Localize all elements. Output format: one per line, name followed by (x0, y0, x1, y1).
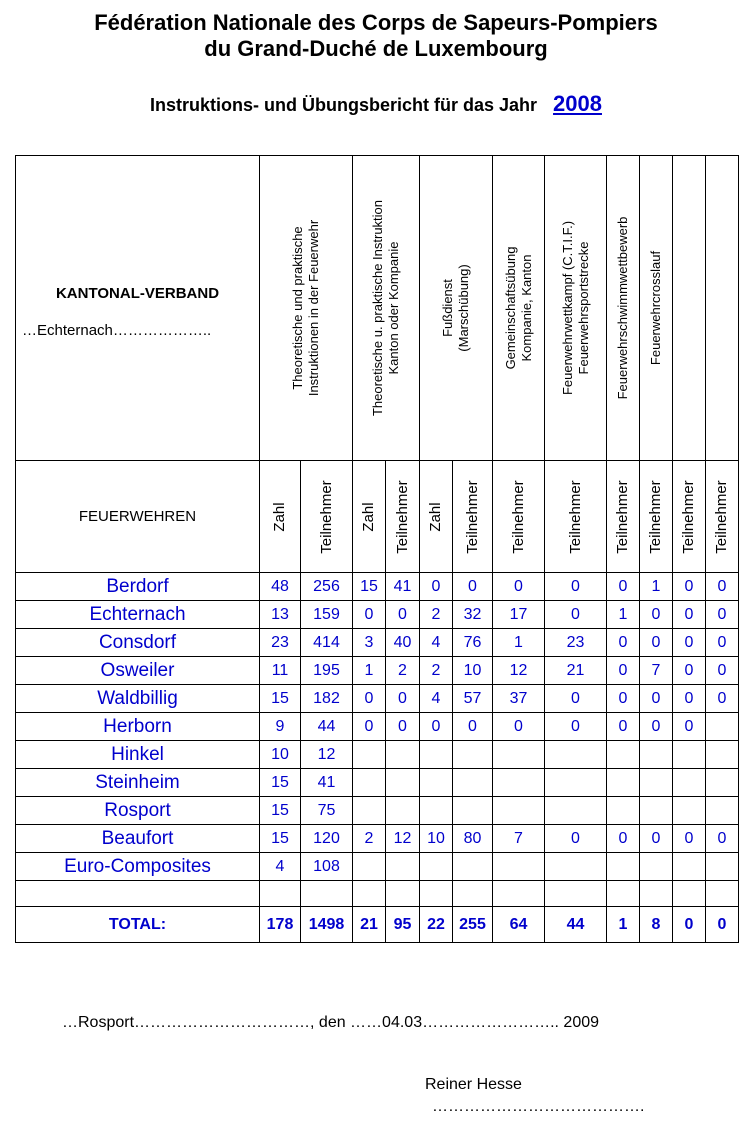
table-row (16, 769, 739, 797)
table-cell: 0 (607, 685, 640, 713)
group-header-line: (Marschübung) (456, 264, 471, 352)
total-cell: 0 (706, 907, 739, 943)
group-header-wettkampf (545, 156, 607, 461)
feuerwehr-name: Euro-Composites (16, 853, 260, 881)
table-cell (545, 881, 607, 907)
table-cell: 0 (420, 713, 453, 741)
table-cell: 0 (545, 825, 607, 853)
table-cell: 9 (260, 713, 301, 741)
table-cell (607, 797, 640, 825)
table-cell (706, 797, 739, 825)
table-cell: 12 (386, 825, 420, 853)
feuerwehr-name: Hinkel (16, 741, 260, 769)
group-header-line: Instruktionen in der Feuerwehr (306, 219, 321, 397)
table-cell (607, 881, 640, 907)
table-cell: 0 (640, 685, 673, 713)
group-header-line: Kanton oder Kompanie (386, 241, 401, 375)
subheader-cell (673, 461, 706, 573)
signature-name: Reiner Hesse (425, 1076, 522, 1093)
table-cell: 32 (453, 601, 493, 629)
total-cell: 44 (545, 907, 607, 943)
table-cell: 4 (420, 685, 453, 713)
table-cell (353, 769, 386, 797)
table-cell: 75 (301, 797, 353, 825)
table-cell (673, 769, 706, 797)
table-cell (545, 853, 607, 881)
table-cell: 0 (493, 573, 545, 601)
subheader-cell (493, 461, 545, 573)
table-cell: 15 (260, 797, 301, 825)
report-subtitle (0, 92, 752, 117)
table-cell (640, 881, 673, 907)
report-table (15, 155, 739, 943)
table-cell: 15 (353, 573, 386, 601)
table-cell: 4 (260, 853, 301, 881)
subheader-cell (453, 461, 493, 573)
table-row (16, 881, 739, 907)
report-subtitle-text: Instruktions- und Übungsbericht für das Jahr (150, 95, 538, 115)
table-row (16, 825, 739, 853)
table-cell (673, 797, 706, 825)
total-row (16, 907, 739, 943)
table-cell (386, 853, 420, 881)
table-row (16, 657, 739, 685)
group-header-line: Gemeinschaftsübung (502, 246, 518, 370)
table-cell: 0 (386, 685, 420, 713)
table-cell (545, 797, 607, 825)
table-row (16, 629, 739, 657)
table-cell: 0 (607, 629, 640, 657)
table-cell (420, 769, 453, 797)
table-cell: 37 (493, 685, 545, 713)
group-header-line: Feuerwehrcrosslauf (648, 250, 663, 366)
group-header-row (16, 156, 739, 461)
total-cell: 255 (453, 907, 493, 943)
table-cell (493, 741, 545, 769)
table-cell (386, 797, 420, 825)
table-cell (493, 853, 545, 881)
table-cell: 10 (260, 741, 301, 769)
table-cell (493, 769, 545, 797)
table-cell: 44 (301, 713, 353, 741)
total-cell: 1498 (301, 907, 353, 943)
federation-title-line-2: du Grand-Duché de Luxembourg (204, 36, 548, 61)
table-cell (386, 881, 420, 907)
table-cell: 0 (706, 629, 739, 657)
table-cell (353, 797, 386, 825)
table-cell (420, 881, 453, 907)
table-cell (453, 881, 493, 907)
table-cell: 0 (453, 573, 493, 601)
table-cell: 0 (607, 657, 640, 685)
feuerwehr-name: Osweiler (16, 657, 260, 685)
place-date-line: …Rosport……………………………, den ……04.03…………………….. 2009 (62, 1014, 600, 1031)
table-cell: 23 (545, 629, 607, 657)
table-row (16, 685, 739, 713)
table-cell: 1 (640, 573, 673, 601)
subheader-cell (386, 461, 420, 573)
subheader-label: Zahl (360, 501, 377, 532)
table-cell: 0 (493, 713, 545, 741)
table-cell: 7 (640, 657, 673, 685)
table-cell: 0 (673, 685, 706, 713)
table-cell: 0 (353, 685, 386, 713)
table-cell: 7 (493, 825, 545, 853)
kantonal-verband-place: …Echternach……………….. (22, 322, 212, 339)
feuerwehr-name (16, 881, 260, 907)
report-year: 2008 (553, 91, 602, 116)
table-cell: 15 (260, 769, 301, 797)
table-cell: 0 (673, 601, 706, 629)
table-cell (260, 881, 301, 907)
table-cell: 0 (706, 601, 739, 629)
signature-line: …………………………………. (432, 1098, 645, 1115)
subheader-cell (420, 461, 453, 573)
table-cell: 108 (301, 853, 353, 881)
table-cell: 2 (420, 657, 453, 685)
table-cell: 0 (353, 713, 386, 741)
kantonal-verband-cell (16, 156, 260, 461)
feuerwehr-name: Waldbillig (16, 685, 260, 713)
table-cell (640, 853, 673, 881)
group-header-empty (706, 156, 739, 461)
table-cell: 0 (640, 825, 673, 853)
table-cell: 57 (453, 685, 493, 713)
table-cell: 0 (706, 825, 739, 853)
table-cell: 0 (453, 713, 493, 741)
table-cell: 159 (301, 601, 353, 629)
table-cell: 0 (706, 573, 739, 601)
total-label: TOTAL: (16, 907, 260, 943)
subheader-cell (260, 461, 301, 573)
table-cell (493, 881, 545, 907)
group-header-empty (673, 156, 706, 461)
table-cell (453, 853, 493, 881)
table-row (16, 741, 739, 769)
table-cell (420, 853, 453, 881)
total-cell: 0 (673, 907, 706, 943)
table-cell (420, 741, 453, 769)
group-header-schwimmwettbewerb (607, 156, 640, 461)
subheader-cell (301, 461, 353, 573)
group-header-line: Feuerwehrschwimmwettbewerb (615, 216, 630, 400)
table-cell (353, 881, 386, 907)
table-cell (706, 713, 739, 741)
group-header-line: Theoretische u. praktische Instruktion (370, 199, 385, 417)
table-cell (640, 741, 673, 769)
table-cell: 4 (420, 629, 453, 657)
subheader-label: Teilnehmer (317, 479, 335, 554)
table-cell: 0 (545, 685, 607, 713)
table-cell: 0 (386, 601, 420, 629)
total-cell: 8 (640, 907, 673, 943)
table-cell: 23 (260, 629, 301, 657)
total-cell: 95 (386, 907, 420, 943)
table-cell: 0 (420, 573, 453, 601)
table-cell: 182 (301, 685, 353, 713)
group-header-line: Theoretische und praktische (290, 226, 305, 390)
table-cell: 0 (640, 713, 673, 741)
table-cell (386, 741, 420, 769)
table-cell: 0 (607, 573, 640, 601)
feuerwehr-name: Steinheim (16, 769, 260, 797)
feuerwehr-name: Herborn (16, 713, 260, 741)
feuerwehren-label: FEUERWEHREN (16, 461, 260, 573)
feuerwehr-name: Berdorf (16, 573, 260, 601)
table-cell (453, 797, 493, 825)
table-cell: 0 (386, 713, 420, 741)
kantonal-verband-title: KANTONAL-VERBAND (55, 285, 220, 302)
table-cell: 0 (640, 629, 673, 657)
group-header-line: Kompanie, Kanton (518, 254, 534, 362)
table-cell (706, 853, 739, 881)
table-cell: 76 (453, 629, 493, 657)
table-cell: 41 (386, 573, 420, 601)
table-cell: 10 (420, 825, 453, 853)
table-cell: 12 (493, 657, 545, 685)
subheader-cell (607, 461, 640, 573)
table-cell: 13 (260, 601, 301, 629)
table-cell: 1 (493, 629, 545, 657)
table-cell: 2 (353, 825, 386, 853)
table-cell (386, 769, 420, 797)
table-cell (420, 797, 453, 825)
table-cell: 414 (301, 629, 353, 657)
table-cell: 120 (301, 825, 353, 853)
table-cell (706, 881, 739, 907)
table-cell (453, 741, 493, 769)
table-cell: 0 (353, 601, 386, 629)
table-cell: 0 (673, 713, 706, 741)
group-header-gemeinschaftsuebung (493, 156, 545, 461)
table-cell: 0 (607, 825, 640, 853)
table-cell: 1 (353, 657, 386, 685)
group-header-instruktionen-feuerwehr (260, 156, 353, 461)
table-cell (301, 881, 353, 907)
table-cell (493, 797, 545, 825)
table-cell: 0 (706, 657, 739, 685)
federation-title-line-1: Fédération Nationale des Corps de Sapeurs-Pompiers (94, 10, 658, 35)
subheader-label: Teilnehmer (614, 479, 631, 554)
subheader-label: Teilnehmer (566, 479, 584, 554)
table-cell: 0 (545, 573, 607, 601)
table-cell: 21 (545, 657, 607, 685)
group-header-line: Fußdienst (440, 279, 455, 337)
subheader-label: Teilnehmer (509, 479, 527, 554)
table-cell: 0 (673, 629, 706, 657)
table-row (16, 601, 739, 629)
table-cell (706, 769, 739, 797)
total-cell: 64 (493, 907, 545, 943)
table-cell: 40 (386, 629, 420, 657)
feuerwehr-name: Beaufort (16, 825, 260, 853)
subheader-label: Teilnehmer (463, 479, 481, 554)
table-cell: 12 (301, 741, 353, 769)
table-cell (353, 741, 386, 769)
table-row (16, 713, 739, 741)
table-cell: 0 (673, 573, 706, 601)
subheader-label: Teilnehmer (680, 479, 697, 554)
group-header-crosslauf (640, 156, 673, 461)
table-cell: 256 (301, 573, 353, 601)
table-cell: 0 (545, 713, 607, 741)
table-cell (545, 769, 607, 797)
group-header-line: Feuerwehrwettkampf (C.T.I.F.) (559, 220, 575, 396)
subheader-label: Zahl (271, 501, 288, 532)
total-cell: 178 (260, 907, 301, 943)
table-cell: 0 (607, 713, 640, 741)
table-cell (673, 853, 706, 881)
table-cell: 15 (260, 685, 301, 713)
table-cell: 2 (386, 657, 420, 685)
table-cell: 11 (260, 657, 301, 685)
table-row (16, 853, 739, 881)
table-cell (353, 853, 386, 881)
table-cell (673, 741, 706, 769)
subheader-cell (706, 461, 739, 573)
subheader-label: Zahl (427, 501, 444, 532)
feuerwehr-name: Consdorf (16, 629, 260, 657)
table-cell: 0 (673, 825, 706, 853)
table-cell: 48 (260, 573, 301, 601)
group-header-fussdienst (420, 156, 493, 461)
table-cell (607, 741, 640, 769)
table-cell: 41 (301, 769, 353, 797)
table-cell: 0 (706, 685, 739, 713)
table-cell: 0 (640, 601, 673, 629)
subheader-label: Teilnehmer (713, 479, 730, 554)
table-cell: 17 (493, 601, 545, 629)
subheader-row (16, 461, 739, 573)
table-cell: 10 (453, 657, 493, 685)
table-cell (640, 797, 673, 825)
subheader-label: Teilnehmer (647, 479, 664, 554)
table-cell: 195 (301, 657, 353, 685)
total-cell: 22 (420, 907, 453, 943)
total-cell: 1 (607, 907, 640, 943)
feuerwehr-name: Rosport (16, 797, 260, 825)
table-cell: 15 (260, 825, 301, 853)
table-cell: 80 (453, 825, 493, 853)
table-cell (673, 881, 706, 907)
table-cell: 0 (545, 601, 607, 629)
subheader-cell (353, 461, 386, 573)
table-cell: 3 (353, 629, 386, 657)
group-header-line: Feuerwehrsportstrecke (575, 241, 591, 375)
group-header-instruktion-kanton (353, 156, 420, 461)
table-cell (607, 853, 640, 881)
table-cell (607, 769, 640, 797)
subheader-cell (640, 461, 673, 573)
table-cell: 0 (673, 657, 706, 685)
table-cell (545, 741, 607, 769)
subheader-cell (545, 461, 607, 573)
table-cell (453, 769, 493, 797)
table-row (16, 573, 739, 601)
table-cell (640, 769, 673, 797)
feuerwehr-name: Echternach (16, 601, 260, 629)
table-cell (706, 741, 739, 769)
table-cell: 2 (420, 601, 453, 629)
total-cell: 21 (353, 907, 386, 943)
table-row (16, 797, 739, 825)
subheader-label: Teilnehmer (393, 479, 411, 554)
table-cell: 1 (607, 601, 640, 629)
